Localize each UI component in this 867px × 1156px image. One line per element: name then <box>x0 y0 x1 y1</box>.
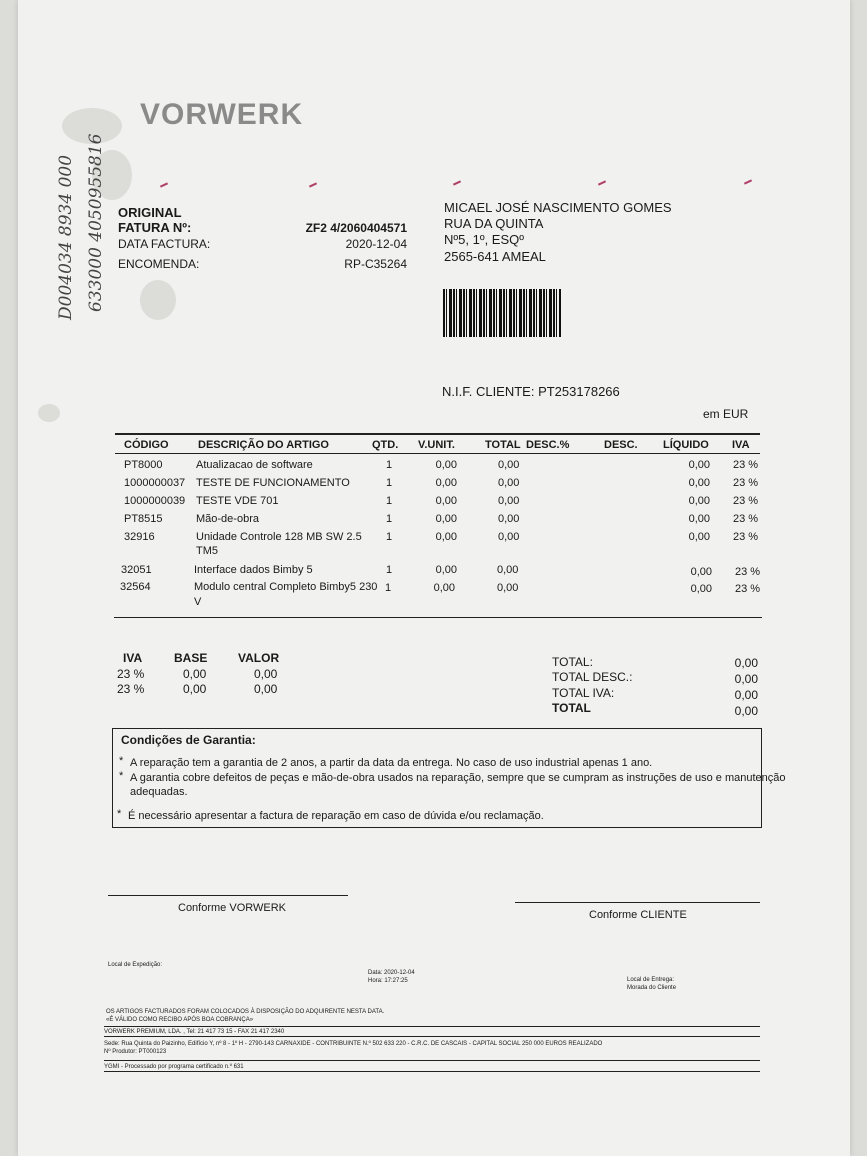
grand-total-label: TOTAL <box>552 701 591 715</box>
cell-vunit: 0,00 <box>435 513 457 525</box>
signature-line-cliente <box>515 902 760 903</box>
invoice-sheet <box>18 0 850 1156</box>
footer-rule <box>104 1026 760 1027</box>
cell-vunit: 0,00 <box>435 459 457 471</box>
cell-qtd: 1 <box>385 582 392 594</box>
cell-iva: 23 % <box>733 495 759 507</box>
fatura-number: ZF2 4/2060404571 <box>305 221 407 235</box>
footer-sede: Sede: Rua Quinta do Paizinho, Edifício Y, nº 8 - 1º H - 2790-143 CARNAXIDE - CONTRIBUINTE N.º 502 633 220 - C.R.C. DE CASCAIS - CAPITAL SOCIAL 250 000 EUROS REALIZADO <box>104 1041 603 1047</box>
cell-desc: Modulo central Completo Bimby5 230 <box>194 581 378 593</box>
cell-code: 1000000039 <box>124 495 186 507</box>
col-header-qtd: QTD. <box>372 439 399 451</box>
vat-row-base: 0,00 <box>183 667 207 681</box>
morada-cliente: Morada do Cliente <box>627 985 677 991</box>
cell-iva: 23 % <box>735 566 761 578</box>
water-stain <box>140 280 176 320</box>
client-nif: N.I.F. CLIENTE: PT253178266 <box>442 384 620 399</box>
total-iva-value: 0,00 <box>734 688 758 702</box>
cell-liquido: 0,00 <box>688 459 710 471</box>
col-header-total: TOTAL <box>485 439 521 451</box>
cell-desc-cont: V <box>194 596 202 608</box>
vat-row-iva: 23 % <box>117 667 145 681</box>
cell-desc-cont: TM5 <box>196 545 218 557</box>
warranty-item-2-cont: adequadas. <box>130 786 188 798</box>
cell-code: 32916 <box>124 531 155 543</box>
footer-ygmi: YGMI - Processado por programa certificado n.º 631 <box>104 1064 244 1070</box>
vat-header-base: BASE <box>174 651 208 665</box>
cell-total: 0,00 <box>498 477 520 489</box>
cell-liquido: 0,00 <box>688 513 710 525</box>
encomenda-value: RP-C35264 <box>344 257 407 271</box>
cell-iva: 23 % <box>735 583 761 595</box>
water-stain <box>38 404 60 422</box>
handwritten-note-line2: 633000 4050955816 <box>86 133 106 312</box>
cell-desc: TESTE DE FUNCIONAMENTO <box>196 477 350 489</box>
original-label: ORIGINAL <box>118 205 182 220</box>
client-name: MICAEL JOSÉ NASCIMENTO GOMES <box>444 200 672 215</box>
bullet-icon: * <box>119 770 124 782</box>
cell-vunit: 0,00 <box>435 477 457 489</box>
cell-qtd: 1 <box>386 477 393 489</box>
cell-qtd: 1 <box>386 513 393 525</box>
cell-liquido: 0,00 <box>690 566 712 578</box>
cell-liquido: 0,00 <box>688 477 710 489</box>
total-desc-value: 0,00 <box>734 672 758 686</box>
cell-code: PT8515 <box>124 513 163 525</box>
fatura-label: FATURA Nº: <box>118 220 192 235</box>
cell-liquido: 0,00 <box>690 583 712 595</box>
footer-disclaimer-1: OS ARTIGOS FACTURADOS FORAM COLOCADOS À DISPOSIÇÃO DO ADQUIRENTE NESTA DATA. <box>106 1009 385 1015</box>
cell-code: 32564 <box>120 581 151 593</box>
table-bottom-rule <box>114 617 762 618</box>
cell-vunit: 0,00 <box>435 564 457 576</box>
cell-iva: 23 % <box>733 477 759 489</box>
col-header-desc-pct: DESC.% <box>526 439 570 451</box>
total-label: TOTAL: <box>552 655 593 669</box>
client-street: RUA DA QUINTA <box>444 216 544 231</box>
cell-vunit: 0,00 <box>433 582 455 594</box>
vat-row-base: 0,00 <box>183 682 207 696</box>
cell-desc: Unidade Controle 128 MB SW 2.5 <box>196 531 362 543</box>
cell-desc: Atualizacao de software <box>196 459 313 471</box>
footer-company: VORWERK PREMIUM, LDA. , Tel: 21 417 73 15 - FAX 21 417 2340 <box>104 1029 285 1035</box>
col-header-descricao: DESCRIÇÃO DO ARTIGO <box>198 439 329 451</box>
cell-qtd: 1 <box>386 495 393 507</box>
cell-total: 0,00 <box>497 564 519 576</box>
data-factura-label: DATA FACTURA: <box>118 237 211 251</box>
total-iva-label: TOTAL IVA: <box>552 686 615 700</box>
table-header-rule <box>115 453 760 454</box>
cell-qtd: 1 <box>386 531 393 543</box>
grand-total-value: 0,00 <box>734 704 758 718</box>
cell-desc: Mão-de-obra <box>196 513 259 525</box>
warranty-item-1: A reparação tem a garantia de 2 anos, a partir da data da entrega. No caso de uso industrial apenas 1 ano. <box>130 757 653 769</box>
col-header-codigo: CÓDIGO <box>124 439 169 451</box>
col-header-liquido: LÍQUIDO <box>663 439 709 451</box>
cell-code: 1000000037 <box>124 477 186 489</box>
cell-total: 0,00 <box>498 513 520 525</box>
vat-row-iva: 23 % <box>117 682 145 696</box>
cell-desc: TESTE VDE 701 <box>196 495 279 507</box>
vat-row-valor: 0,00 <box>254 682 278 696</box>
local-entrega: Local de Entrega: <box>627 977 675 983</box>
cell-liquido: 0,00 <box>688 531 710 543</box>
footer-rule <box>104 1071 760 1072</box>
cell-qtd: 1 <box>386 564 393 576</box>
vorwerk-logo: VORWERK <box>140 98 304 131</box>
table-top-rule <box>115 433 760 435</box>
warranty-title: Condições de Garantia: <box>121 733 256 747</box>
currency-label: em EUR <box>703 407 749 421</box>
total-value: 0,00 <box>734 656 758 670</box>
cell-vunit: 0,00 <box>435 495 457 507</box>
data-factura-value: 2020-12-04 <box>345 237 407 251</box>
bullet-icon: * <box>119 755 124 767</box>
cell-total: 0,00 <box>498 495 520 507</box>
cell-total: 0,00 <box>498 459 520 471</box>
footer-date: Data: 2020-12-04 <box>368 970 415 976</box>
cell-code: PT8000 <box>124 459 163 471</box>
client-postal: 2565-641 AMEAL <box>444 249 546 264</box>
signature-line-vorwerk <box>108 895 348 896</box>
warranty-item-3: É necessário apresentar a factura de reparação em caso de dúvida e/ou reclamação. <box>128 810 544 822</box>
footer-disclaimer-2: «É VÁLIDO COMO RECIBO APÓS BOA COBRANÇA» <box>106 1017 254 1023</box>
vat-row-valor: 0,00 <box>254 667 278 681</box>
vat-header-valor: VALOR <box>238 651 280 665</box>
cell-vunit: 0,00 <box>435 531 457 543</box>
cell-iva: 23 % <box>733 459 759 471</box>
col-header-vunit: V.UNIT. <box>418 439 455 451</box>
col-header-iva: IVA <box>732 439 750 451</box>
handwritten-note-line1: D004034 8934 000 <box>56 154 76 320</box>
local-expedicao: Local de Expedição: <box>108 962 163 968</box>
signature-label-vorwerk: Conforme VORWERK <box>178 902 286 914</box>
footer-rule <box>104 1036 760 1037</box>
signature-label-cliente: Conforme CLIENTE <box>589 909 687 921</box>
vat-header-iva: IVA <box>123 651 143 665</box>
warranty-item-2: A garantia cobre defeitos de peças e mão-de-obra usados na reparação, sempre que se cumpram as instruções de uso e manutenção <box>130 772 786 784</box>
footer-rule <box>104 1060 760 1061</box>
barcode <box>443 289 561 337</box>
col-header-desc: DESC. <box>604 439 638 451</box>
total-desc-label: TOTAL DESC.: <box>552 670 633 684</box>
cell-total: 0,00 <box>498 531 520 543</box>
cell-code: 32051 <box>121 564 152 576</box>
footer-time: Hora: 17:27:25 <box>368 978 408 984</box>
cell-total: 0,00 <box>497 582 519 594</box>
cell-desc: Interface dados Bimby 5 <box>194 564 313 576</box>
client-number: Nº5, 1º, ESQº <box>444 232 524 247</box>
cell-liquido: 0,00 <box>688 495 710 507</box>
cell-qtd: 1 <box>386 459 393 471</box>
cell-iva: 23 % <box>733 531 759 543</box>
cell-iva: 23 % <box>733 513 759 525</box>
encomenda-label: ENCOMENDA: <box>118 257 200 271</box>
bullet-icon: * <box>117 808 122 820</box>
footer-produtor: Nº Produtor: PT000123 <box>104 1049 167 1055</box>
